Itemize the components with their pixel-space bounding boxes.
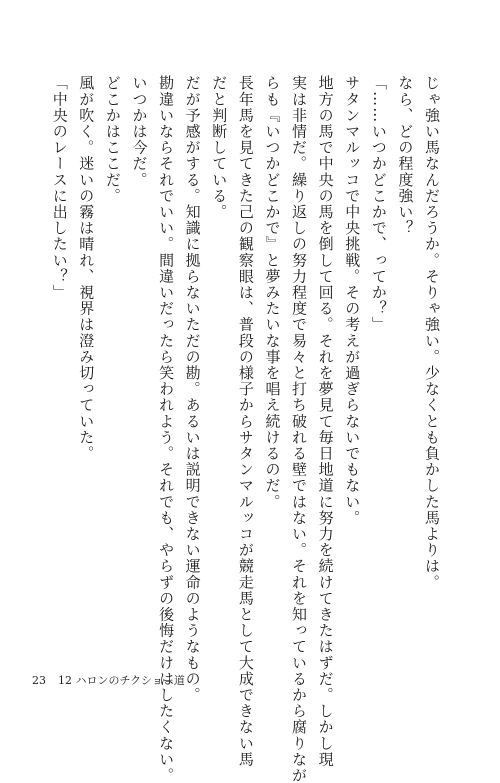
text-column: サタンマルッコで中央挑戦。その考えが過ぎらないでもない。 [343, 75, 362, 526]
page-footer [32, 672, 185, 688]
text-column: いつかは今だ。 [130, 75, 149, 188]
text-column: じゃ強い馬なんだろうか。そりゃ強い。少なくとも負かした馬よりは。 [423, 75, 441, 591]
text-column: だと判断している。 [210, 75, 229, 220]
text-column: どこかはここだ。 [103, 75, 122, 204]
text-column: 風が吹く。迷いの霧は晴れ、視界は澄み切っていた。 [77, 75, 96, 462]
text-column: 勘違いならそれでいい。間違いだったら笑われよう。それでも、やらずの後悔だけはしたくない。 [157, 75, 176, 783]
text-column: だが予感がする。知識に拠らないただの勘。あるいは説明できない運命のようなもの。 [183, 75, 202, 703]
text-column: 地方の馬で中央の馬を倒して回る。それを夢見て毎日地道に努力を続けてきたはずだ。しかし現 [316, 75, 335, 768]
text-column: なら、どの程度強い？ [396, 75, 415, 236]
text-column: 「……いつかどこかで、ってか？」 [369, 75, 388, 333]
text-column: らも『いつかどこかで』と夢みたいな事を唱え続けるのだ。 [263, 75, 282, 510]
text-column: 「中央のレースに出したい？」 [50, 75, 69, 301]
text-column: 実は非情だ。繰り返しの努力程度で易々と打ち破れる壁ではない。それを知っているから腐りなが [290, 75, 309, 783]
text-column: 長年馬を見てきた己の観察眼は、普段の様子からサタンマルッコが競走馬として大成できない馬 [236, 75, 255, 768]
page-number: 23 [32, 674, 46, 687]
running-head: 12 ハロンのチクショー道 [58, 674, 185, 687]
